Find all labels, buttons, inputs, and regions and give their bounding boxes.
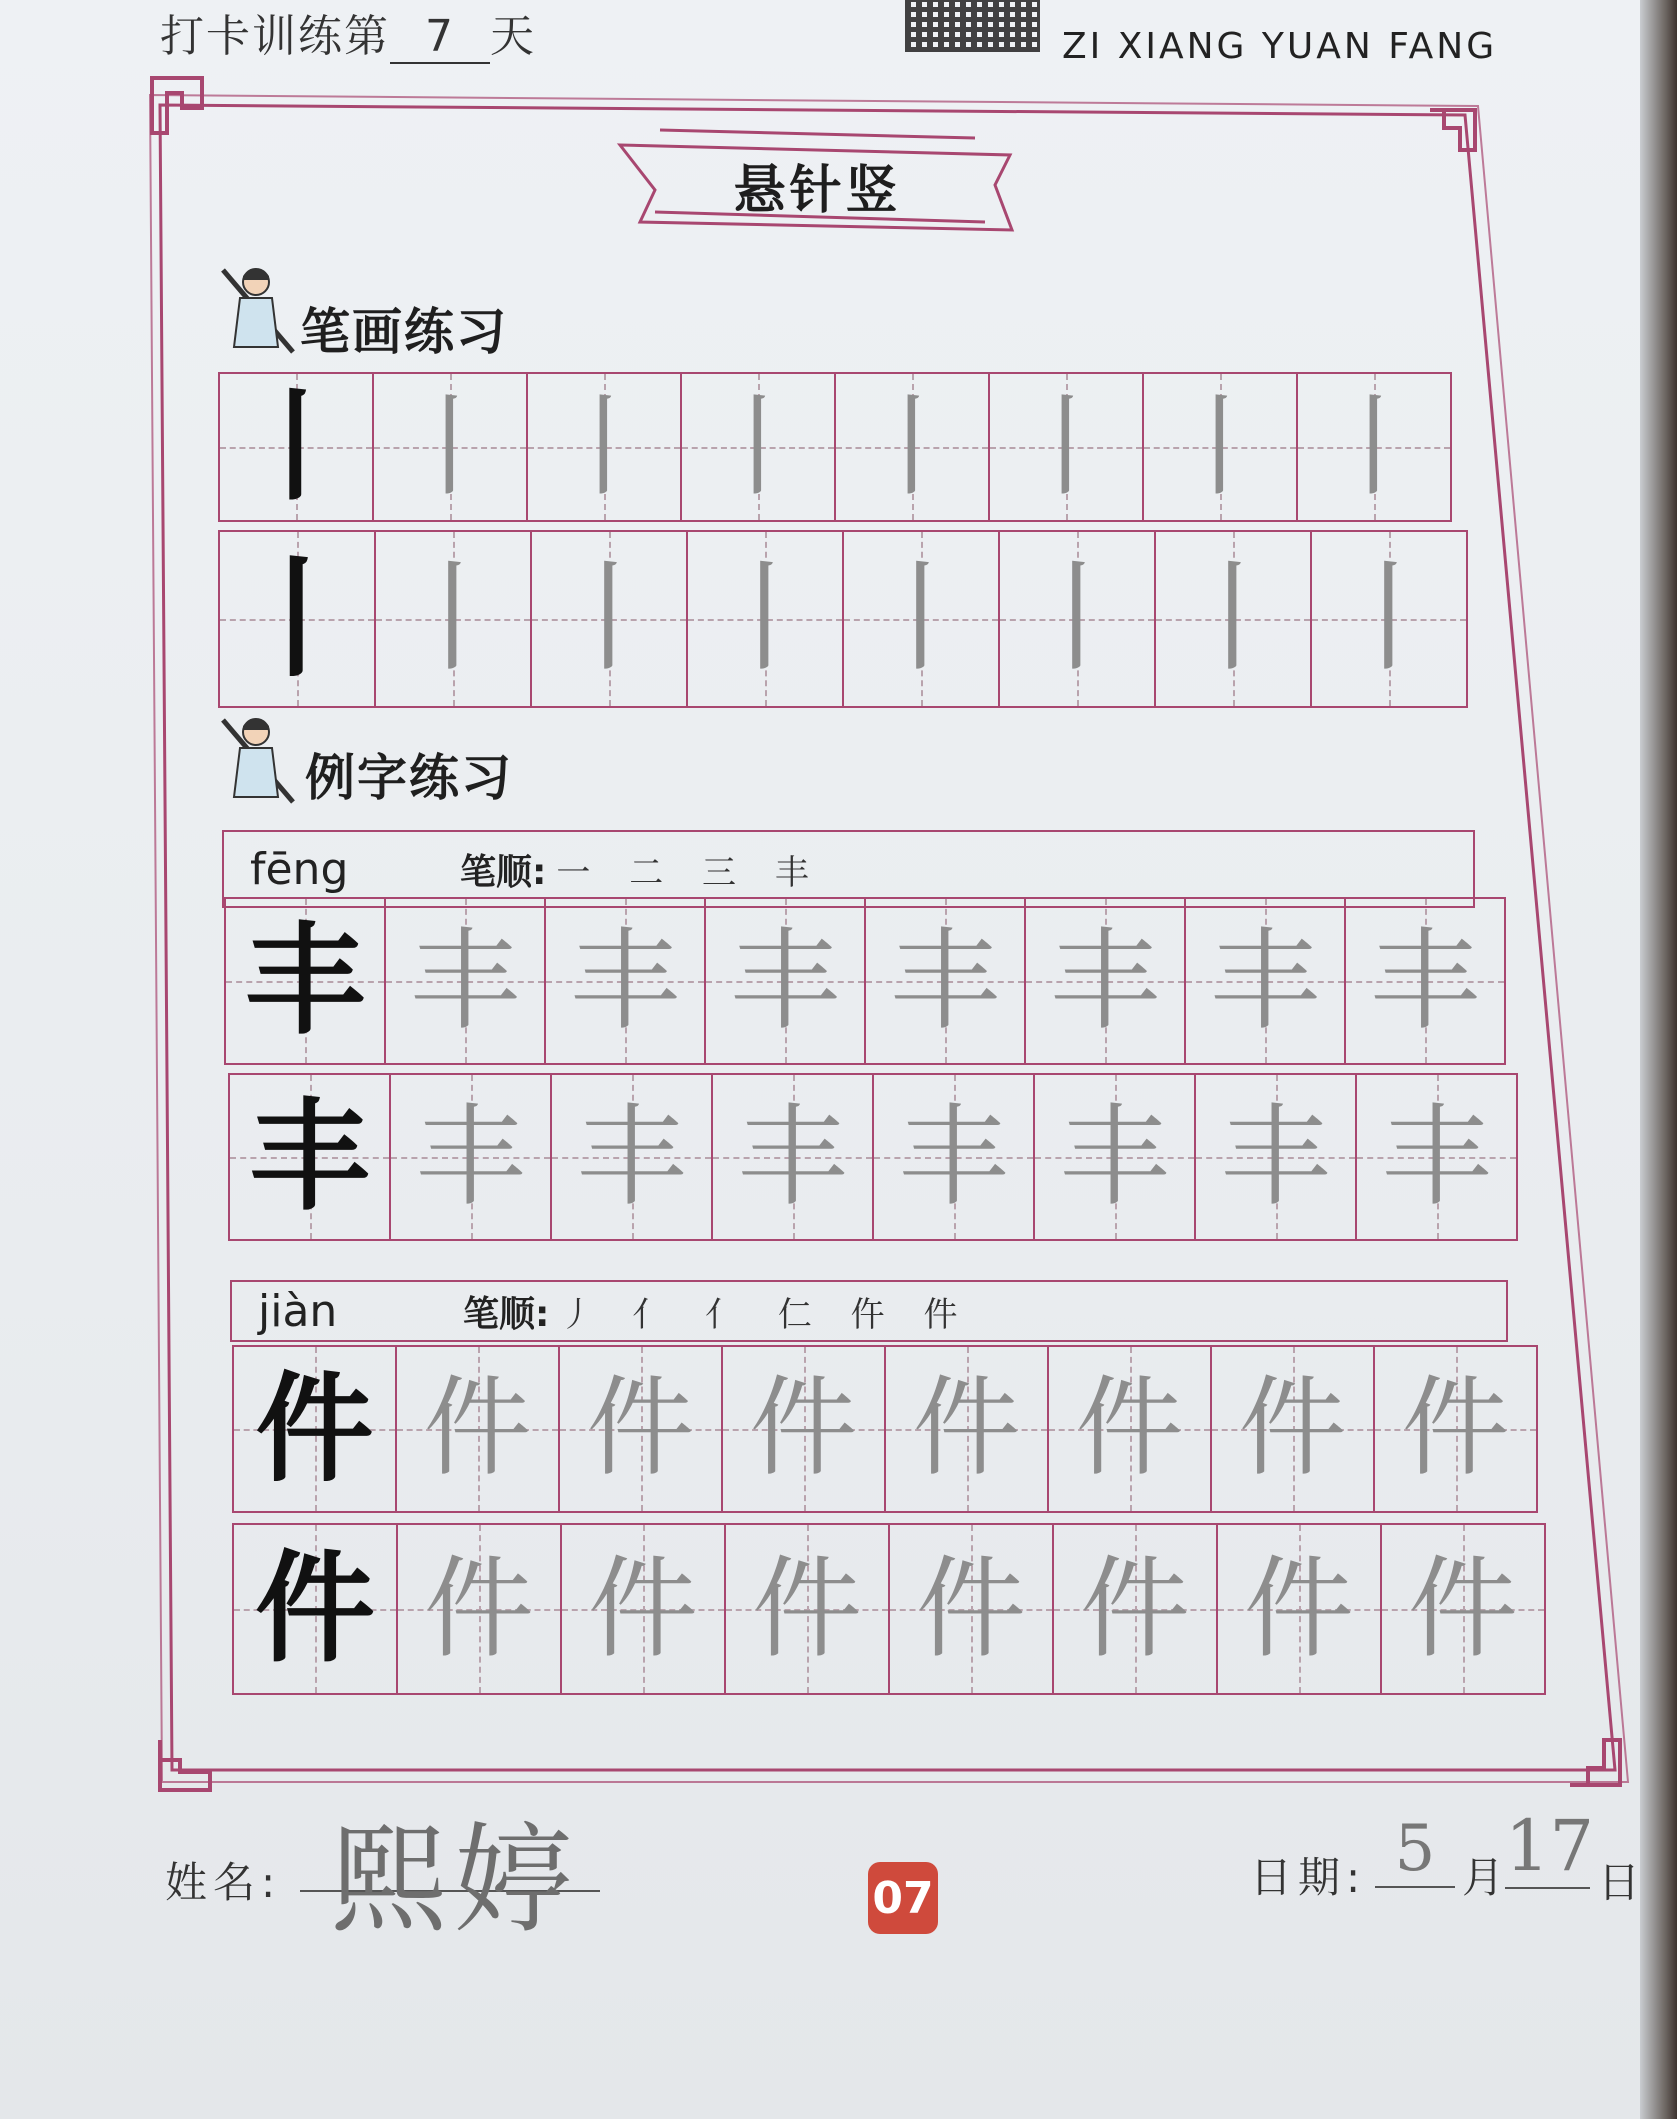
month-label: 月 — [1462, 1853, 1505, 1902]
name-label: 姓名: — [165, 1858, 282, 1907]
stroke-trace-cell — [1296, 372, 1452, 522]
stroke-trace-cell — [998, 530, 1156, 708]
feng-trace-glyph: 丰 — [1381, 1093, 1492, 1221]
feng-grid-row-2 — [228, 1073, 1516, 1241]
jian-trace-glyph: 件 — [916, 1545, 1026, 1673]
jian-trace-cell — [721, 1345, 886, 1513]
scholar-figure-icon — [218, 712, 298, 807]
stroke-order-label: 笔顺: — [463, 1293, 550, 1335]
feng-trace-cell — [1033, 1073, 1196, 1241]
feng-trace-glyph: 丰 — [570, 917, 680, 1045]
checkin-day: 7 — [390, 11, 490, 64]
jian-grid-row-1 — [232, 1345, 1536, 1513]
stroke-order-sequence: 丿 亻 亻 仁 仵 件 — [559, 1294, 972, 1335]
feng-trace-cell — [550, 1073, 713, 1241]
jian-trace-glyph: 件 — [752, 1545, 862, 1673]
feng-trace-glyph: 丰 — [410, 917, 520, 1045]
page-edge-shadow — [1640, 0, 1677, 2119]
stroke-trace-cell — [1142, 372, 1298, 522]
stroke-trace-cell — [1310, 530, 1468, 708]
pinyin-bar-jian — [230, 1280, 1508, 1342]
stroke-trace-cell — [1154, 530, 1312, 708]
feng-trace-glyph: 丰 — [1210, 917, 1320, 1045]
stroke-trace-cell — [374, 530, 532, 708]
jian-trace-glyph: 件 — [1401, 1366, 1510, 1491]
stroke-order-sequence: 一 二 三 丰 — [556, 852, 823, 893]
page-title: 悬针竖 — [733, 161, 902, 221]
jian-trace-glyph: 件 — [586, 1366, 695, 1491]
feng-trace-cell — [704, 897, 866, 1065]
feng-trace-glyph: 丰 — [730, 917, 840, 1045]
stroke-grid-row-2 — [218, 530, 1466, 708]
stroke-grid-row-1 — [218, 372, 1450, 522]
stroke-trace-glyph: 丨 — [549, 549, 669, 688]
brand-name: ZI XIANG YUAN FANG — [1062, 26, 1498, 67]
jian-trace-glyph: 件 — [749, 1366, 858, 1491]
jian-trace-cell — [1373, 1345, 1538, 1513]
jian-model-cell — [232, 1523, 398, 1695]
jian-model-glyph: 件 — [255, 1538, 375, 1679]
feng-trace-cell — [384, 897, 546, 1065]
jian-trace-cell — [395, 1345, 560, 1513]
jian-trace-cell — [396, 1523, 562, 1695]
stroke-trace-cell — [834, 372, 990, 522]
stroke-trace-glyph: 丨 — [395, 383, 505, 511]
day-label: 日 — [1598, 1858, 1641, 1907]
jian-trace-cell — [724, 1523, 890, 1695]
jian-model-glyph: 件 — [255, 1359, 374, 1498]
feng-trace-glyph: 丰 — [1220, 1093, 1331, 1221]
feng-trace-glyph: 丰 — [898, 1093, 1009, 1221]
scholar-figure-icon — [218, 262, 298, 357]
feng-model-cell — [224, 897, 386, 1065]
feng-trace-cell — [1355, 1073, 1518, 1241]
feng-trace-glyph: 丰 — [737, 1093, 848, 1221]
name-field[interactable]: 熙婷 — [330, 1811, 579, 1949]
date-day-field[interactable]: 17 — [1505, 1805, 1595, 1887]
stroke-model-glyph: 丨 — [236, 376, 356, 517]
jian-trace-cell — [888, 1523, 1054, 1695]
stroke-trace-cell — [988, 372, 1144, 522]
jian-trace-glyph: 件 — [1244, 1545, 1354, 1673]
jian-trace-glyph: 件 — [1075, 1366, 1184, 1491]
jian-trace-glyph: 件 — [588, 1545, 698, 1673]
feng-trace-cell — [711, 1073, 874, 1241]
title-banner — [620, 130, 1015, 230]
feng-trace-glyph: 丰 — [890, 917, 1000, 1045]
stroke-trace-glyph: 丨 — [1319, 383, 1429, 511]
stroke-section-title: 笔画练习 — [300, 303, 508, 361]
date-label: 日期: — [1250, 1853, 1367, 1902]
feng-trace-glyph: 丰 — [1370, 917, 1480, 1045]
stroke-trace-glyph: 丨 — [393, 549, 513, 688]
stroke-trace-cell — [680, 372, 836, 522]
feng-trace-cell — [544, 897, 706, 1065]
jian-trace-cell — [560, 1523, 726, 1695]
jian-trace-cell — [1052, 1523, 1218, 1695]
stroke-trace-cell — [842, 530, 1000, 708]
jian-trace-cell — [1216, 1523, 1382, 1695]
stroke-trace-cell — [372, 372, 528, 522]
stroke-trace-glyph: 丨 — [549, 383, 659, 511]
feng-trace-glyph: 丰 — [1050, 917, 1160, 1045]
checkin-prefix: 打卡训练第 — [160, 11, 390, 62]
feng-model-glyph: 丰 — [245, 910, 365, 1051]
feng-model-cell — [228, 1073, 391, 1241]
page-number-badge: 07 — [868, 1862, 938, 1934]
stroke-trace-glyph: 丨 — [861, 549, 981, 688]
date-month-field[interactable]: 5 — [1375, 1812, 1455, 1888]
feng-trace-cell — [1344, 897, 1506, 1065]
jian-trace-cell — [884, 1345, 1049, 1513]
stroke-trace-glyph: 丨 — [857, 383, 967, 511]
stroke-trace-glyph: 丨 — [703, 383, 813, 511]
feng-trace-cell — [389, 1073, 552, 1241]
stroke-trace-glyph: 丨 — [1173, 549, 1293, 688]
stroke-trace-glyph: 丨 — [1017, 549, 1137, 688]
jian-trace-cell — [1210, 1345, 1375, 1513]
jian-trace-glyph: 件 — [424, 1545, 534, 1673]
stroke-trace-cell — [526, 372, 682, 522]
jian-trace-glyph: 件 — [423, 1366, 532, 1491]
feng-trace-cell — [1024, 897, 1186, 1065]
stroke-order-label: 笔顺: — [460, 851, 547, 893]
feng-grid-row-1 — [224, 897, 1504, 1065]
feng-trace-cell — [1194, 1073, 1357, 1241]
jian-model-cell — [232, 1345, 397, 1513]
jian-trace-glyph: 件 — [912, 1366, 1021, 1491]
stroke-trace-cell — [686, 530, 844, 708]
stroke-model-cell — [218, 530, 376, 708]
feng-trace-glyph: 丰 — [1059, 1093, 1170, 1221]
jian-trace-glyph: 件 — [1238, 1366, 1347, 1491]
jian-trace-glyph: 件 — [1080, 1545, 1190, 1673]
pinyin-text: fēng — [250, 843, 349, 895]
jian-grid-row-2 — [232, 1523, 1544, 1695]
jian-trace-glyph: 件 — [1408, 1545, 1518, 1673]
stroke-trace-glyph: 丨 — [1165, 383, 1275, 511]
checkin-suffix: 天 — [490, 11, 536, 62]
stroke-trace-cell — [530, 530, 688, 708]
example-section-title: 例字练习 — [305, 749, 513, 807]
feng-trace-cell — [1184, 897, 1346, 1065]
stroke-trace-glyph: 丨 — [705, 549, 825, 688]
feng-trace-cell — [872, 1073, 1035, 1241]
feng-trace-glyph: 丰 — [415, 1093, 526, 1221]
stroke-trace-glyph: 丨 — [1329, 549, 1449, 688]
stroke-model-cell — [218, 372, 374, 522]
feng-model-glyph: 丰 — [249, 1086, 370, 1227]
stroke-trace-glyph: 丨 — [1011, 383, 1121, 511]
pinyin-text: jiàn — [258, 1285, 338, 1337]
jian-trace-cell — [1047, 1345, 1212, 1513]
feng-trace-glyph: 丰 — [576, 1093, 687, 1221]
jian-trace-cell — [558, 1345, 723, 1513]
stroke-model-glyph: 丨 — [231, 542, 362, 695]
feng-trace-cell — [864, 897, 1026, 1065]
jian-trace-cell — [1380, 1523, 1546, 1695]
